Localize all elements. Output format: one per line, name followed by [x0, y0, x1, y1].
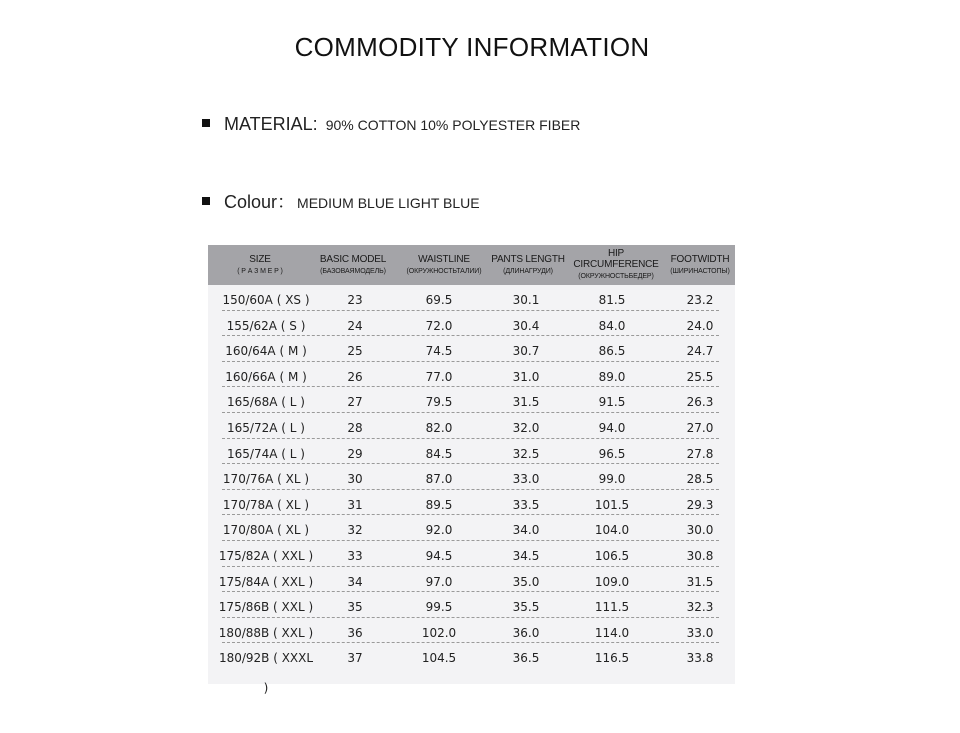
table-cell: 30.7: [512, 344, 540, 359]
table-cell: 33.0: [686, 625, 714, 640]
table-cell: 99.5: [425, 600, 453, 615]
table-cell: 32.0: [512, 420, 540, 435]
header-size: SIZE ( Р А З М Е Р ): [237, 253, 283, 275]
table-cell: 37: [347, 651, 363, 666]
table-cell: 165/74A ( L ): [227, 446, 305, 461]
table-cell: 170/80A ( XL ): [222, 523, 310, 538]
table-cell: 35.5: [512, 600, 540, 615]
table-cell: 170/78A ( XL ): [222, 497, 310, 512]
table-header: [208, 245, 735, 285]
header-basic-model: BASIC MODEL (БАЗОВАЯМОДЕЛЬ): [319, 253, 387, 275]
table-cell: 30: [347, 472, 363, 487]
table-cell: 79.5: [425, 395, 453, 410]
table-cell: 26.3: [686, 395, 714, 410]
size-chart-table: [208, 245, 735, 696]
table-cell: 24: [347, 318, 363, 333]
table-cell: 74.5: [425, 344, 453, 359]
table-cell: 106.5: [594, 548, 630, 563]
table-cell: 91.5: [598, 395, 626, 410]
table-cell: 28.5: [686, 472, 714, 487]
table-cell: 25: [347, 344, 363, 359]
table-row: [208, 413, 735, 439]
table-cell: 89.0: [598, 369, 626, 384]
table-cell: 97.0: [425, 574, 453, 589]
table-cell: 26: [347, 369, 363, 384]
table-cell: 104.0: [594, 523, 630, 538]
table-row: [208, 285, 735, 311]
table-row: [208, 387, 735, 413]
table-cell: 89.5: [425, 497, 453, 512]
table-cell: 27: [347, 395, 363, 410]
table-cell: 32.5: [512, 446, 540, 461]
table-row: [208, 311, 735, 337]
table-cell: 160/66A ( M ): [225, 369, 307, 384]
table-cell: 81.5: [598, 293, 626, 307]
table-row: [208, 541, 735, 567]
table-cell: 36.0: [512, 625, 540, 640]
table-cell: 27.0: [686, 420, 714, 435]
table-cell: 27.8: [686, 446, 714, 461]
table-cell: 35: [347, 600, 363, 615]
header-pants-length: PANTS LENGTH (ДЛИНАГРУДИ): [491, 253, 565, 275]
table-cell: 86.5: [598, 344, 626, 359]
table-cell: 31.0: [512, 369, 540, 384]
table-cell: 84.5: [425, 446, 453, 461]
table-cell: 35.0: [512, 574, 540, 589]
square-bullet-icon: [202, 119, 210, 127]
table-cell: 87.0: [425, 472, 453, 487]
table-cell: 96.5: [598, 446, 626, 461]
table-cell: 72.0: [425, 318, 453, 333]
table-row: [208, 362, 735, 388]
table-cell: 109.0: [594, 574, 630, 589]
table-cell: 102.0: [421, 625, 457, 640]
table-cell: 24.7: [686, 344, 714, 359]
table-cell: 24.0: [686, 318, 714, 333]
table-cell: 175/82A ( XXL ): [218, 548, 314, 563]
table-row: [208, 336, 735, 362]
table-cell: 99.0: [598, 472, 626, 487]
table-row: [208, 439, 735, 465]
colour-label: Colour：: [224, 192, 296, 212]
table-cell: 34: [347, 574, 363, 589]
table-row: [208, 490, 735, 516]
table-cell: 23: [347, 293, 363, 307]
table-body: [208, 285, 735, 696]
table-cell: 150/60A ( XS ): [222, 293, 310, 307]
table-row: [208, 592, 735, 618]
table-cell: 101.5: [594, 497, 630, 512]
table-cell: 116.5: [594, 651, 630, 666]
colour-value: MEDIUM BLUE LIGHT BLUE: [297, 195, 480, 211]
table-cell: 77.0: [425, 369, 453, 384]
table-cell: 32: [347, 523, 363, 538]
table-cell: 94.5: [425, 548, 453, 563]
table-cell: 160/64A ( M ): [225, 344, 307, 359]
table-cell: 34.0: [512, 523, 540, 538]
table-cell: 29: [347, 446, 363, 461]
table-cell: 30.4: [512, 318, 540, 333]
table-row: [208, 464, 735, 490]
table-cell: 30.8: [686, 548, 714, 563]
table-cell: 175/86B ( XXL ): [218, 600, 314, 615]
colour-line: [202, 188, 480, 214]
table-cell: 180/88B ( XXL ): [218, 625, 314, 640]
table-cell: 170/76A ( XL ): [222, 472, 310, 487]
table-cell: 31.5: [512, 395, 540, 410]
table-cell: 32.3: [686, 600, 714, 615]
square-bullet-icon: [202, 197, 210, 205]
table-cell: 114.0: [594, 625, 630, 640]
table-cell: 25.5: [686, 369, 714, 384]
table-cell: 111.5: [594, 600, 630, 615]
table-row: [208, 515, 735, 541]
table-cell: 33.8: [686, 651, 714, 666]
table-cell: 23.2: [686, 293, 714, 307]
table-cell: 30.0: [686, 523, 714, 538]
header-hip-circumference: HIP CIRCUMFERENCE (ОКРУЖНОСТЬБЕДЕР): [573, 248, 659, 280]
table-cell: 34.5: [512, 548, 540, 563]
material-value: 90% COTTON 10% POLYESTER FIBER: [325, 117, 581, 133]
table-cell: 28: [347, 420, 363, 435]
table-cell: 36.5: [512, 651, 540, 666]
table-row: [208, 643, 735, 696]
table-cell: 31.5: [686, 574, 714, 589]
page-title: COMMODITY INFORMATION: [294, 32, 650, 62]
header-foot-width: FOOTWIDTH (ШИРИНАСТОПЫ): [670, 253, 730, 275]
table-cell: 31: [347, 497, 363, 512]
material-label: MATERIAL:: [224, 114, 318, 134]
table-cell: 92.0: [425, 523, 453, 538]
table-cell: 33.0: [512, 472, 540, 487]
table-cell: 36: [347, 625, 363, 640]
table-row: [208, 618, 735, 644]
table-cell: 84.0: [598, 318, 626, 333]
table-cell: 175/84A ( XXL ): [218, 574, 314, 589]
table-cell: 180/92B ( XXXL ): [218, 651, 314, 696]
table-cell: 69.5: [425, 293, 453, 307]
table-cell: 94.0: [598, 420, 626, 435]
table-cell: 165/72A ( L ): [227, 420, 305, 435]
table-cell: 29.3: [686, 497, 714, 512]
table-cell: 165/68A ( L ): [227, 395, 305, 410]
table-cell: 82.0: [425, 420, 453, 435]
table-cell: 33.5: [512, 497, 540, 512]
header-waistline: WAISTLINE (ОКРУЖНОСТЬТАЛИИ): [406, 253, 482, 275]
material-line: [202, 114, 580, 135]
table-cell: 155/62A ( S ): [226, 318, 306, 333]
table-cell: 104.5: [421, 651, 457, 666]
table-row: [208, 567, 735, 593]
table-cell: 33: [347, 548, 363, 563]
table-cell: 30.1: [512, 293, 540, 307]
